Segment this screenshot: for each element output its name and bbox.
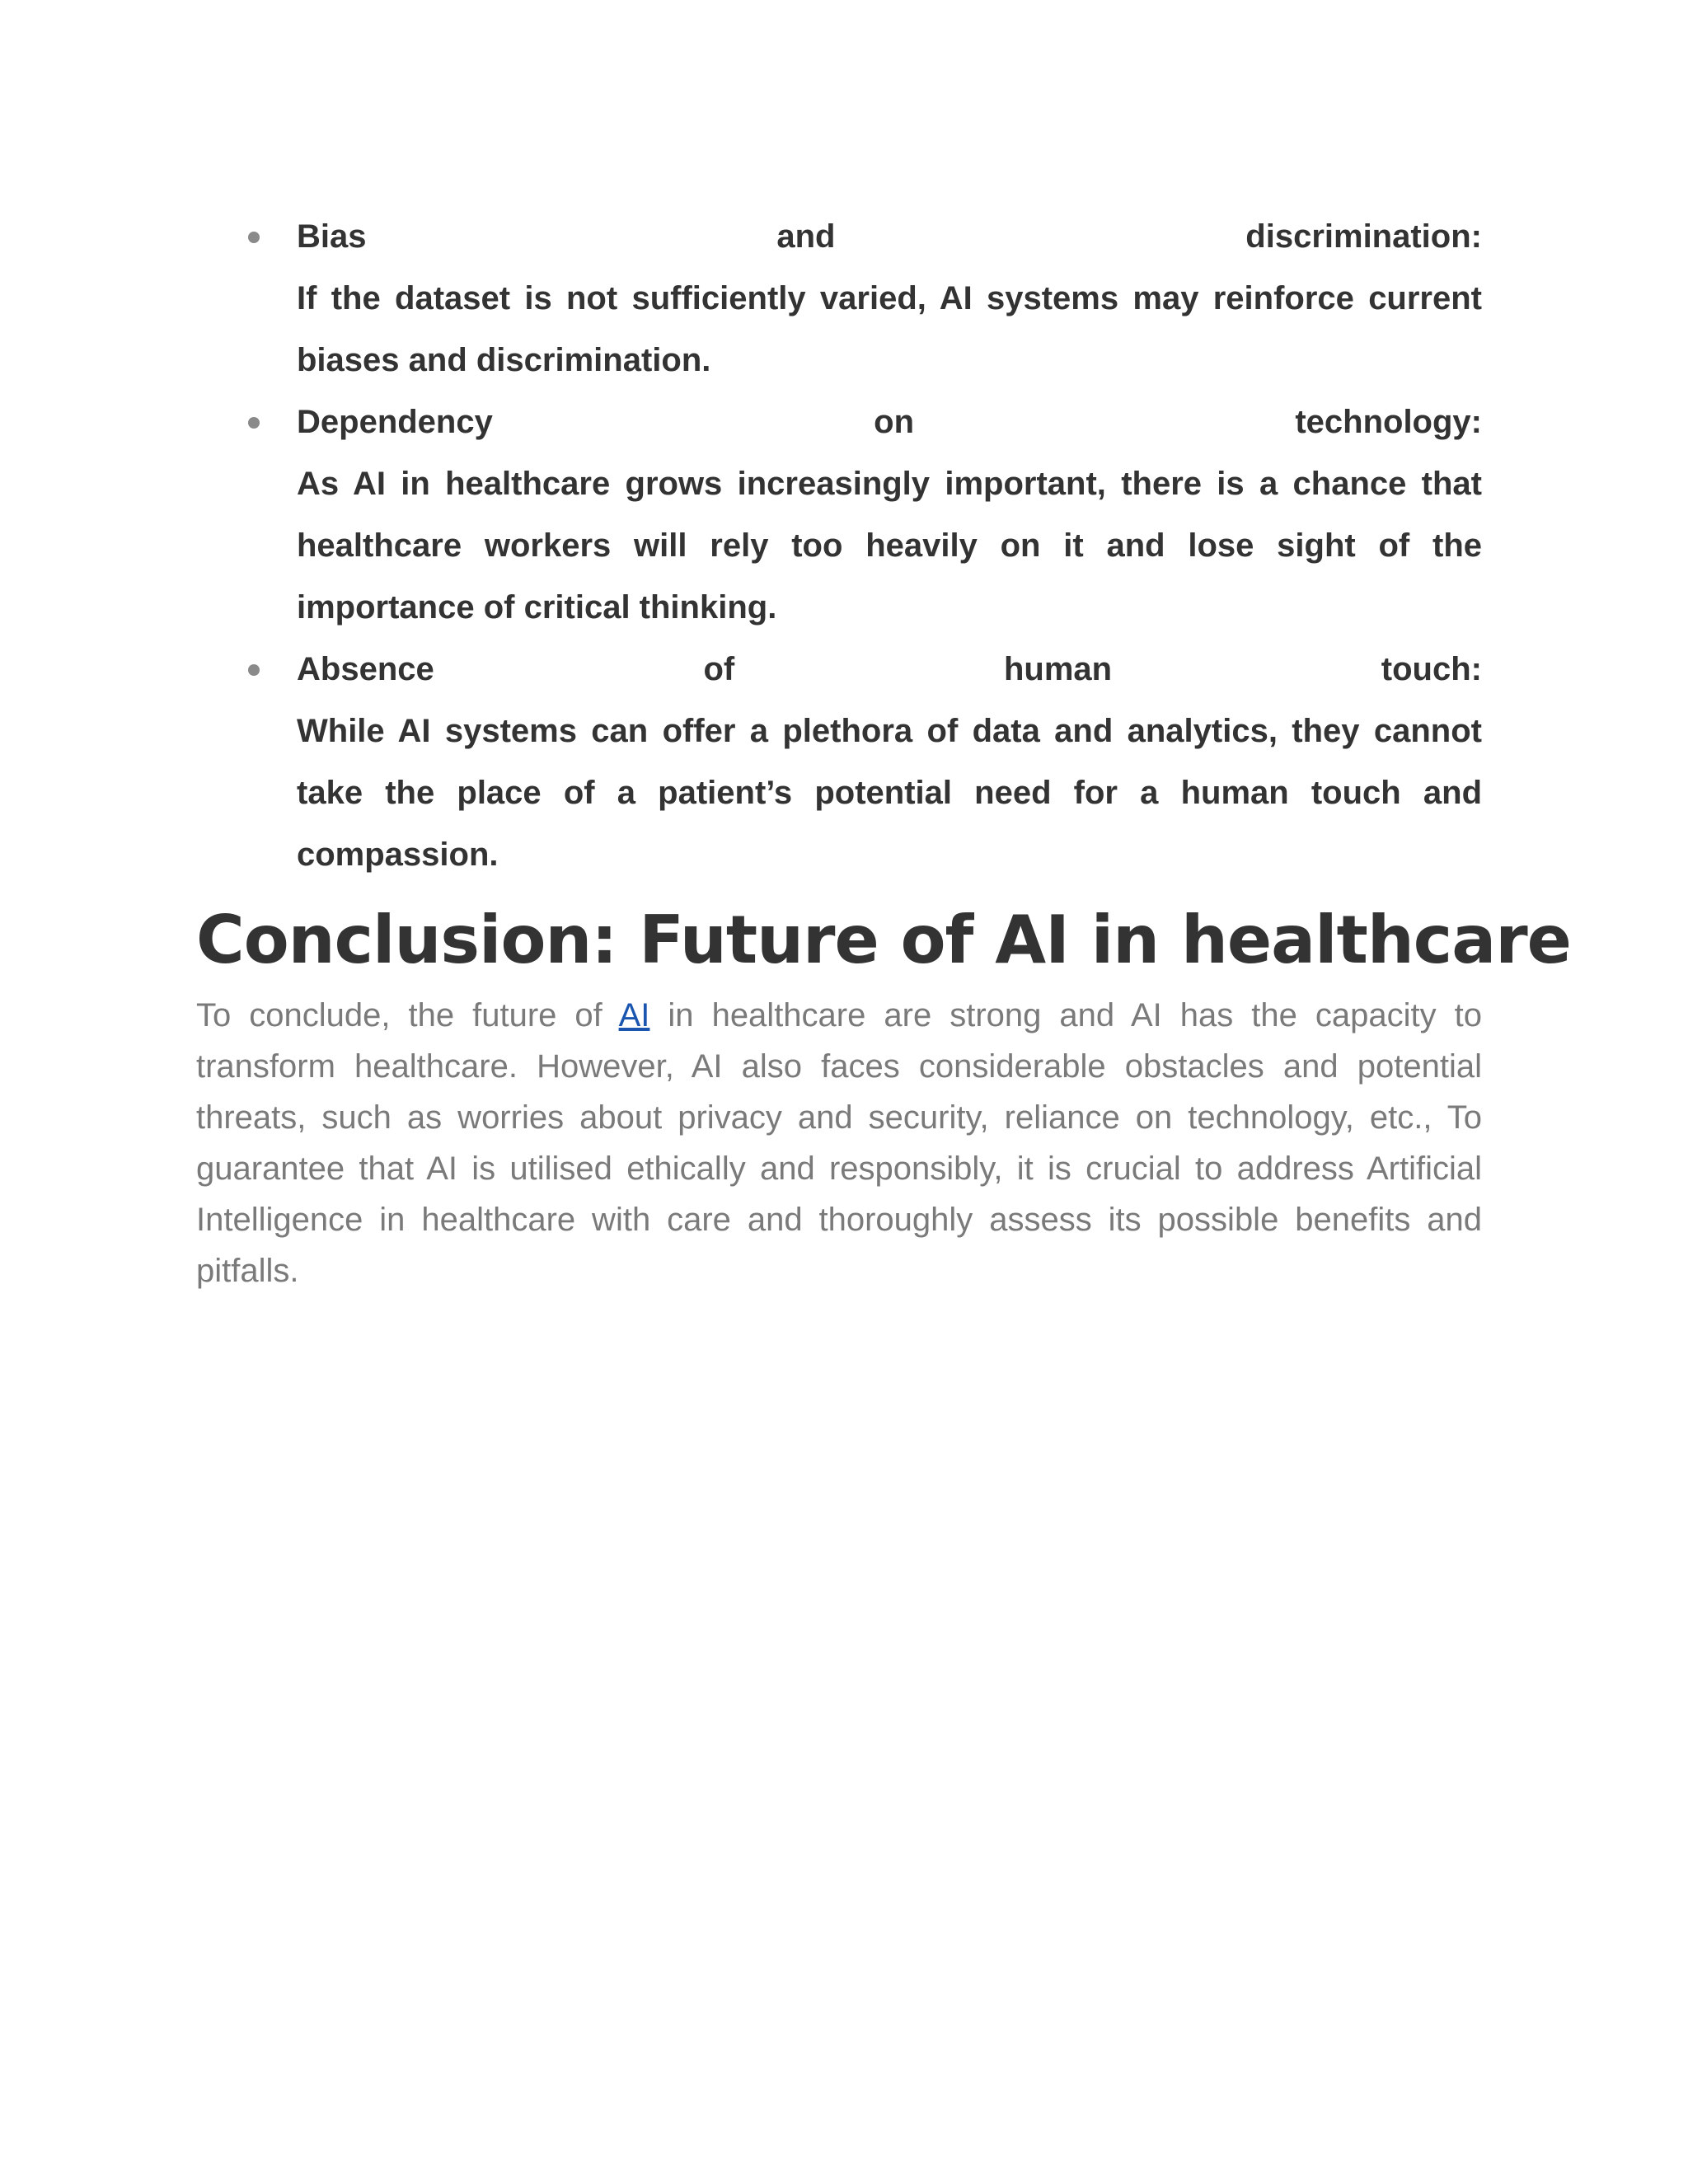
document-page bbox=[196, 206, 1571, 1296]
bullet-heading-word: Absence bbox=[297, 651, 434, 687]
ai-link[interactable]: AI bbox=[618, 997, 650, 1033]
bullet-heading-word: of bbox=[703, 651, 735, 687]
list-item bbox=[196, 639, 1482, 886]
bullet-heading bbox=[297, 391, 1482, 453]
bullet-heading-word: Bias bbox=[297, 218, 367, 255]
paragraph-text: To conclude, the future of bbox=[196, 997, 619, 1033]
bullet-heading bbox=[297, 206, 1482, 268]
bullet-heading-word: Dependency bbox=[297, 404, 493, 440]
bullet-heading-word: and bbox=[776, 218, 836, 255]
list-item bbox=[196, 206, 1482, 391]
bullet-heading-word: discrimination: bbox=[1245, 218, 1482, 255]
bullet-icon bbox=[248, 232, 260, 243]
bullet-heading-word: touch: bbox=[1381, 651, 1482, 687]
list-item bbox=[196, 391, 1482, 639]
bullet-heading-word: technology: bbox=[1295, 404, 1482, 440]
bullet-icon bbox=[248, 664, 260, 676]
bullet-list bbox=[196, 206, 1482, 886]
bullet-heading-word: on bbox=[874, 404, 915, 440]
paragraph-text: in healthcare are strong and AI has the capacity to transform healthcare. However, AI also faces considerable obstacles and potential threats, such as worries about privacy and security, reliance on technology, etc., To guarantee that AI is utilised ethically and responsibly, it is crucial to address Artificial Intelligence in healthcare with care and thoroughly assess its possible benefits and pitfalls. bbox=[196, 997, 1482, 1289]
bullet-text: While AI systems can offer a plethora of data and analytics, they cannot take the place of a patient’s potential need for a human touch and compassion. bbox=[297, 713, 1482, 873]
bullet-icon bbox=[248, 417, 260, 429]
bullet-heading bbox=[297, 639, 1482, 701]
bullet-text: As AI in healthcare grows increasingly important, there is a chance that healthcare workers will rely too heavily on it and lose sight of the importance of critical thinking. bbox=[297, 466, 1482, 626]
conclusion-paragraph bbox=[196, 990, 1482, 1296]
bullet-heading-word: human bbox=[1003, 651, 1113, 687]
section-heading: Conclusion: Future of AI in healthcare bbox=[196, 902, 1571, 978]
bullet-text: If the dataset is not sufficiently varied, AI systems may reinforce current biases and discrimination. bbox=[297, 280, 1482, 378]
